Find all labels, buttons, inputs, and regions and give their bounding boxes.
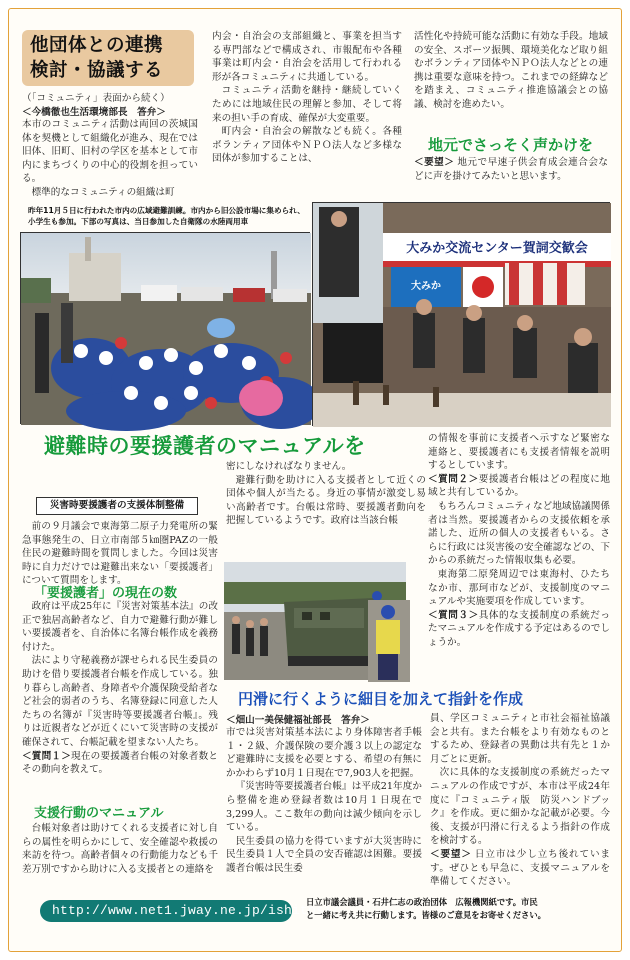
article4-col1-p2: 『災害時等要援護者台帳』は平成21年度から整備を進め登録者数は10月１日現在で3,299人。ここ数年の動向は減少傾向を示している。 [226,781,422,834]
article1-col3-text: 活性化や持続可能な活動に有効な手段。地域の安全、スポーツ振興、環境美化など取り組むボランティア団体やＮＰＯ法人などとの連携は重要な意味を持つ。これまでの経緯などを踏まえ、コミュニティ推進協議会との協議、検討を進めたい。 [414,31,608,110]
headline-guideline: 円滑に行くように細目を加えて指針を作成 [238,690,524,708]
request-label: ＜要望＞ [414,157,454,168]
article1-col2-text3: 町内会・自治会の解散なども続く。各種ボランティア団体やＮＰＯ法人など多様な団体が参加することは、 [212,126,402,165]
headline-line1: 他団体との連携 [30,35,164,56]
article1-column1 [22,118,198,204]
article4-col2-p2: 次に具体的な支援制度の系統だったマニュアルの作成ですが、本市は平成24年度に『コミュニティ版 防災ハンドブック』を作成。更に細かな記載が必要。今後、支援が円滑に行えるよう指針の作成を検討する。 [430,767,610,847]
article3-col1-p3: 法により守秘義務が課せられる民生委員の助けを借り要援護者台帳を作成している。独り暮らし高齢者、身障者や介護保険受給者など社会的弱者のうち、名簿登録に同意した人たちの名簿が『災害時等要援護者台帳』。残りは近親者などが近くにいて災害時の支援が確保されて、台帳記載を望まない人たち。 [22,655,218,748]
byline-imahashi: ＜今橋徹也生活環境部長 答弁＞ [22,107,166,118]
question3-text: 具体的な支援制度の系統だったマニュアルを作成する予定はあるのでしょうか。 [428,609,611,648]
organization-note [306,896,606,922]
article3-col2-p2: 避難行動を助けに入る支援者として近くの団体や個人が当たる。身近の事情が激変し易い高齢者です。台帳は常時、要援護者動向を把握しているようです。政府は当該台帳 [226,474,426,527]
article4-col1-p3: 民生委員の協力を得ていますが大災害時に民生委員１人で全員の安否確認は困難。要援護者台帳は民生委 [226,835,422,874]
article3-col3-p3: 東海第二原発周辺では東海村、ひたちなか市、那珂市などが、支援制度のマニュアルや実施要項を作成しています。 [428,568,610,608]
website-link[interactable]: http://www.net1.jway.ne.jp/ishitosi/ [52,903,341,918]
gathering-banner: 大みか交流センター賀詞交歓会 [406,241,588,256]
article1-col1-text: 本市のコミュニティ活動は両回の茨城国体を契機として組織化が進み、現在では旧体、旧町、旧村の学区を基本として市内にまちづくりの中心的役割を担っている。 [22,119,198,185]
question3-label: ＜質問３＞ [428,609,479,621]
organization-line1: 日立市議会議員・石井仁志の政治団体 広報機関紙です。市民 [306,897,538,907]
article4-col1-p1: 市では災害対策基本法により身体障害者手帳１・２級、介護保険の要介護３以上の認定など避難時に支援を必要とする、希望の有無にかかわらず10月１日現在で7,903人を把握。 [226,727,422,779]
article3-col2-p1: 密にしなければなりません。 [226,461,352,472]
new-year-gathering-photo [312,202,610,426]
article1-col2-text: 内会・自治会の支部組織と、事業を担当する専門部などで構成され、市報配布や各種事業は町内会・自治会を活用して行われる形が各コミュニティに共通している。 [212,31,402,83]
article1-column3 [414,30,608,130]
support-system-badge: 災害時要援護者の支援体制整備 [36,497,198,515]
article3-intro [22,520,218,587]
request2-label: ＜要望＞ [430,848,471,860]
subhead-support-manual: 支援行動のマニュアル [34,806,164,821]
headline-local-call: 地元でさっそく声かけを [428,136,594,154]
left-photo-caption: 昨年11月５日に行われた市内の広域避難訓練。市内から旧公設市場に集められ、小学生も参加。下部の写真は、当日参加した自衛隊の水陸両用車 [28,206,305,226]
article3-col1-p2: 政府は平成25年に『災害対策基本法』の改正で独居高齢者など、自力で避難行動が難しい要援護者を、自治体に名簿台帳作成を義務付けた。 [22,601,218,653]
headline-evacuation-manual: 避難時の要援護者のマニュアルを [44,434,366,458]
article4-col2-p1: 員、学区コミュニティと市社会福祉協議会と共有。また台帳をより有効なものとするため、登録者の異動は共有先と１か月ごとに更新。 [430,713,610,765]
article3-column2 [226,460,426,560]
banner-tag: 大みか [411,281,441,292]
article3-column1-b [22,822,218,892]
headline-line2: 検討・協議する [30,60,164,81]
request-text: 地元で早速子供会育成会連合会などに声を掛けてみたいと思います。 [414,157,608,182]
guide-person-photo [368,600,410,682]
question1-text: 現在の要援護者台帳の対象者数とその動向を教えて。 [22,750,219,776]
question2-text: 要援護者台帳はどの程度に地域と共有しているか。 [428,473,611,499]
evacuation-drill-image [21,233,311,425]
article3-column3 [428,432,610,684]
article1-column2 [212,30,402,198]
article3-col3-p1: の情報を事前に支援者へ示すなど緊密な連絡と、要援護者にも支援者情報を説明するとしています。 [428,433,610,472]
article1-col1-text2: 標準的なコミュニティの組織は町 [31,186,175,198]
article2-body [414,156,608,198]
article3-col1-p4: 台帳対象者は助けてくれる支援者に対し自らの属性を明らかにして、安全確認や救援の来訪を待つ。高齢者個々の行動能力なども千差万別ですから助けに入る支援者との連絡を [22,823,218,875]
article1-col2-text2: コミュニティ活動を継持・継続していくためには地域住民の理解と参加、そして将来の担い手の育成、確保が大変重要。 [212,85,402,124]
organization-line2: と一緒に考え共に行動します。皆様のご意見をお寄せください。 [306,910,546,920]
article4-column1 [226,726,422,892]
question1-label: ＜質問１＞ [22,750,71,762]
continued-note: （「コミュニティ」表面から続く） [22,93,170,104]
article4-column2 [430,712,610,892]
subhead-current-number: 「要援護者」の現在の数 [34,586,178,601]
article3-intro-text: 前の９月議会で東海第二原子力発電所の緊急事態発生の、日立市南部５㎞圏PAZの一般住民の避難時間を質問しました。今回は災害時に自力だけでは避難出来ない「要援護者」について質問をします。 [22,521,218,587]
article3-col3-p2: もちろんコミュニティなど地域協議関係者は当然。要援護者からの支援依頼を承諾した、近所の個人の支援者もいる。さらに行政には災害後の安全確認などの、下からの系統だった情報収集も必要。 [428,500,610,567]
question2-label: ＜質問２＞ [428,473,479,485]
headline-community [30,33,190,83]
byline-hatayama: ＜畑山一美保健福祉部長 答弁＞ [226,715,370,726]
evacuation-drill-photo [20,232,310,424]
article3-column1 [22,600,218,796]
guide-person-image [368,600,410,682]
request2-text: 日立市は少し立ち後れています。ぜひとも早急に、支援マニュアルを準備してください。 [430,848,611,888]
